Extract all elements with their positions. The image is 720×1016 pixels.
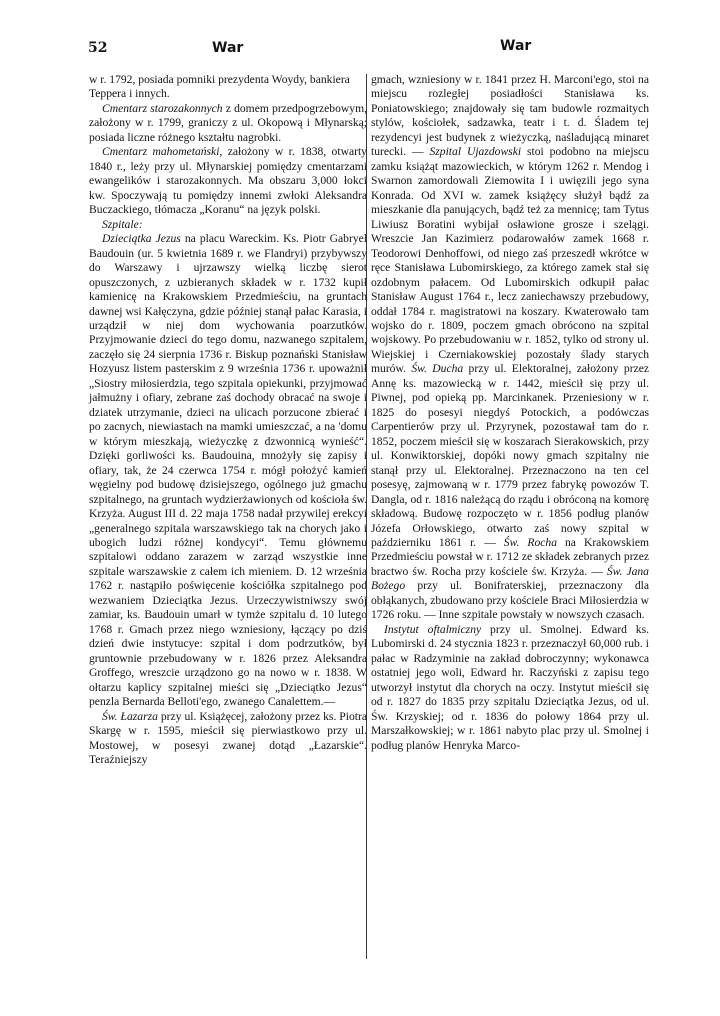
left-column xyxy=(89,73,367,768)
paragraph-text: przy ul. Książęcej, założony przez ks. Piotra Skargę w r. 1595, mieścił się pierwiastkowo przy ul. Mostowej, w posesyi zwanej dotąd „Łazarskie“. Teraźniejszy xyxy=(89,709,368,767)
paragraph-muslim-cemetery xyxy=(89,145,367,217)
paragraph-text: gmach, wzniesiony w r. 1841 przez H. Marconi'ego, stoi na miejscu rozległej posiadłości Stanisława ks. Poniatowskiego; znajdowały się tam budowle rozmaitych stylów, kościołek, sadzawka, teatr i t. d. Śladem tej rezydencyi jest budynek z wieżyczką, naśladującą minaret turecki. — xyxy=(371,73,649,159)
paragraph-child-jesus-hospital xyxy=(89,232,367,709)
entry-heading: Cmentarz starozakonnych xyxy=(102,101,223,115)
paragraph-continuation xyxy=(89,73,367,102)
entry-heading: Dzieciątka Jezus xyxy=(102,232,181,246)
paragraph-text: na placu Wareckim. Ks. Piotr Gabryel Baudouin (ur. 5 kwietnia 1689 r. we Flandryi) przybywszy do Warszawy i ujrzawszy wielką liczbę sierot opuszczonych, z uzbieranych składek w r. 1732 kupił kamienicę na Krakowskiem Przedmieściu, na gruntach dawnej wsi Kałęczyna, gdzie później stanął pałac Karasia, i urządził w niej dom wychowania poarzutków. Przyjmowanie dzieci do tego domu, nazwanego szpitalem, zaczęło się 24 sierpnia 1736 r. Biskup poznański Stanisław Hozyusz listem pasterskim z 9 września 1736 r. upoważnił „Siostry miłosierdzia, tego szpitala opiekunki, przyjmować jałmużny i ofiary, zebrane zaś dochody obracać na swoje i dziatek utrzymanie, dzieci na ulicach porzucone zbierać i po zacnych, niewiastach na mamki umieszczać, a na 'domu w którym mieszkają, wieżyczkę z dzwonnicą wynieść“. Dzięki gorliwości ks. Baudouina, mnożyły się zapisy i ofiary, tak, że 24 czerwca 1754 r. mógł położyć kamień węgielny pod budowę dzisiejszego, ogólnego już gmachu szpitalnego, na gruntach wydzierżawionych od kościoła św. Krzyża. August III d. 22 maja 1758 nadał przywilej erekcyi „generalnego szpitala warszawskiego tak na chorych jako i ubogich ludzi różnej kondycyi“. Temu głównemu szpitalowi oddano zarazem w zarząd wszystkie inne szpitale warszawskie z całem ich mieniem. D. 12 września 1762 r. nastąpiło poświęcenie kościółka szpitalnego pod wezwaniem Dzieciątka Jezus. Urzeczywistniwszy swój zamiar, ks. Baudouin umarł w tymże szpitalu d. 10 lutego 1768 r. Gmach przez niego wzniesiony, łączący po dziś dzień dwie instytucye: szpital i dom podrzutków, był gruntownie przebudowany w r. 1826 przez Aleksandra Groffego, wreszcie urządzono go na nowo w r. 1838. W ołtarzu kaplicy szpitalnej mieści się „Dzieciątko Jezus“ penzla Bernarda Belloti'ego, zwanego Canalettem.— xyxy=(89,232,368,709)
paragraph-text: stoi podobno na miejscu zamku książąt mazowieckich, w którym 1262 r. Mendog i Swarnon zamordowali Ziemowita I i uwięzili jego syna Konrada. Od XVI w. zamek książęcy służył bądź za mieszkanie dla panujących, bądź też za mennicę; tam Tytus Liwiusz Boratini wybijał osławione grosze i szelągi. Wreszcie Jan Kazimierz podarowałów zamek 1668 r. Teodorowi Denhoffowi, od niego zaś przeszedł wkrótce w ręce Stanisława Lubomirskiego, za którego zamek stał się ozdobnym pałacem. Od Lubomirskich odkupił pałac Stanisław August 1764 r., lecz zaniechawszy przebudowy, oddał 1784 r. magistratowi na koszary. Kwaterowało tam wojsko do r. 1809, poczem gmach obrócono na szpital wojskowy. Po przebudowaniu w r. 1852, tylko od strony ul. Wiejskiej i Czerniakowskiej pozostały ślady starych murów. xyxy=(371,145,649,376)
entry-heading: Cmentarz mahometański, xyxy=(102,145,223,159)
paragraph-text: z domem przedpogrzebowym, założony w r. 1799, graniczy z ul. Okopową i Młynarską; posiada liczne różnego kształtu nagrobki. xyxy=(89,101,367,144)
entry-heading: Instytut oftalmiczny xyxy=(384,622,482,636)
paragraph-text: przy ul. Smolnej. Edward ks. Lubomirski d. 24 stycznia 1823 r. przeznaczył 60,000 rub. i pałac w Radzyminie na zakład dobroczynny; wykonawca ostatniej jego woli, Edward hr. Raczyński z zapisu tego utworzył instytut dla chorych na oczy. Instytut mieścił się od r. 1827 do 1835 przy szpitalu Dzieciątka Jezus, od ul. Św. Krzyskiej; od r. 1836 do połowy 1864 przy ul. Marszałkowskiej; w r. 1861 nabyto plac przy ul. Smolnej i podług planów Henryka Marco- xyxy=(371,622,649,752)
paragraph-hospitals-continued xyxy=(371,73,649,623)
paragraph-text: założony w r. 1838, otwarty 1840 r., leży przy ul. Młynarskiej pomiędzy cmentarzami ewangelików i starozakonnych. Ma obszaru 3,000 łokci kw. Spoczywają tu pomiędzy innemi zwłoki Aleksandra Buczackiego, tłómacza „Koranu“ na język polski. xyxy=(89,145,367,217)
entry-heading: Szpital Ujazdowski xyxy=(429,145,522,159)
paragraph-text: na Krakowskiem Przedmieściu powstał w r. 1712 ze składek zebranych przez bractwo św. Rocha przy kościele św. Krzyża. — xyxy=(371,536,649,578)
running-head-right: War xyxy=(500,38,532,54)
entry-heading: Św. Rocha xyxy=(503,536,557,549)
paragraph-st-lazarus xyxy=(89,710,367,768)
entry-heading: Św. Łazarza xyxy=(102,709,158,723)
entry-heading: Św. Ducha xyxy=(411,362,464,376)
page-number: 52 xyxy=(88,40,108,56)
paragraph-text: przy ul. Elektoralnej, założony przez Annę ks. mazowiecką w r. 1442, mieścił się przy ul. Piwnej, pod opieką pp. Marcinkanek. Przeniesiony w r. 1825 do posesyi niegdyś Potockich, a podówczas Carpentierów przy ul. Przyrynek, pozostawał tam do r. 1852, poczem mieścił się w koszarach Sierakowskich, przy ul. Konwiktorskiej, dopóki nowy gmach szpitalny nie stanął przy ul. Elektoralnej. Przeznaczono na ten cel posesyę, zajmowaną w r. 1779 przez fabrykę powozów T. Dangla, od r. 1816 należącą do rządu i obróconą na komorę składową. Budowę rozpoczęto w r. 1856 podług planów Józefa Orłowskiego, otwarto zaś nowy szpital w październiku 1861 r. — xyxy=(371,362,650,549)
paragraph-text: w r. 1792, posiada pomniki prezydenta Woydy, bankiera Teppera i innych. xyxy=(89,73,350,101)
running-head-left: War xyxy=(212,40,244,56)
entry-heading: Św. Jana Bożego xyxy=(371,564,649,593)
paragraph-old-cemetery xyxy=(89,102,367,145)
right-column xyxy=(371,73,649,753)
section-heading-hospitals xyxy=(89,218,367,232)
section-heading: Szpitale: xyxy=(102,217,143,231)
paragraph-ophthalmic-institute xyxy=(371,623,649,753)
page-header xyxy=(60,36,660,66)
paragraph-text: przy ul. Bonifraterskiej, przeznaczony dla obłąkanych, zbudowano przy kościele Braci Miłosierdzia w 1726 roku. — Inne szpitale powstały w nowszych czasach. xyxy=(371,579,649,622)
